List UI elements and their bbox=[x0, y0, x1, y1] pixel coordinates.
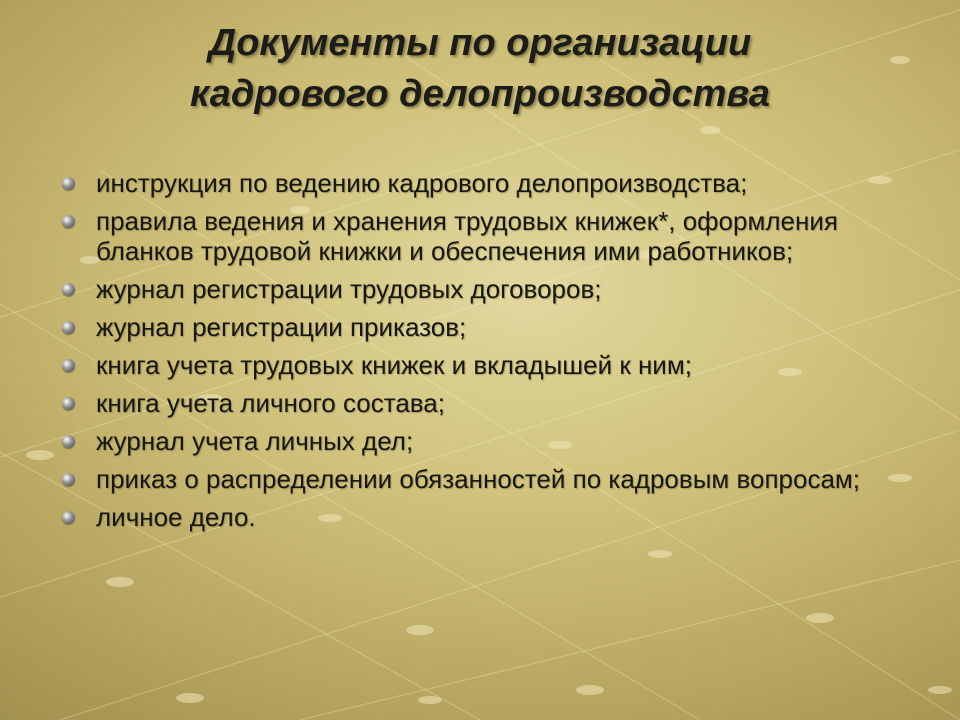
list-item-text: инструкция по ведению кадрового делопроизводства; bbox=[96, 168, 748, 198]
list-item-text: правила ведения и хранения трудовых книжек*, оформления бланков трудовой книжки и обеспечения ими работников; bbox=[96, 206, 838, 266]
list-item bbox=[60, 350, 920, 380]
sphere-bullet-icon bbox=[62, 283, 75, 296]
slide-title-line-2: кадрового делопроизводства bbox=[190, 73, 770, 115]
list-item bbox=[60, 426, 920, 456]
sphere-bullet-icon bbox=[62, 177, 75, 190]
list-item bbox=[60, 206, 920, 266]
bullet-list bbox=[60, 168, 920, 540]
list-item-text: журнал учета личных дел; bbox=[96, 426, 414, 456]
list-item-text: журнал регистрации трудовых договоров; bbox=[96, 274, 602, 304]
sphere-bullet-icon bbox=[62, 473, 75, 486]
list-item bbox=[60, 312, 920, 342]
sphere-bullet-icon bbox=[62, 397, 75, 410]
sphere-bullet-icon bbox=[62, 435, 75, 448]
list-item bbox=[60, 464, 920, 494]
list-item bbox=[60, 168, 920, 198]
list-item-text: приказ о распределении обязанностей по кадровым вопросам; bbox=[96, 464, 861, 494]
sphere-bullet-icon bbox=[62, 321, 75, 334]
sphere-bullet-icon bbox=[62, 215, 75, 228]
list-item-text: книга учета трудовых книжек и вкладышей к ним; bbox=[96, 350, 692, 380]
sphere-bullet-icon bbox=[62, 359, 75, 372]
list-item bbox=[60, 502, 920, 532]
list-item-text: книга учета личного состава; bbox=[96, 388, 445, 418]
list-item bbox=[60, 388, 920, 418]
slide-title-line-1: Документы по организации bbox=[208, 22, 752, 64]
list-item-text: журнал регистрации приказов; bbox=[96, 312, 467, 342]
sphere-bullet-icon bbox=[62, 511, 75, 524]
list-item bbox=[60, 274, 920, 304]
slide-title bbox=[60, 18, 900, 120]
list-item-text: личное дело. bbox=[96, 502, 256, 532]
